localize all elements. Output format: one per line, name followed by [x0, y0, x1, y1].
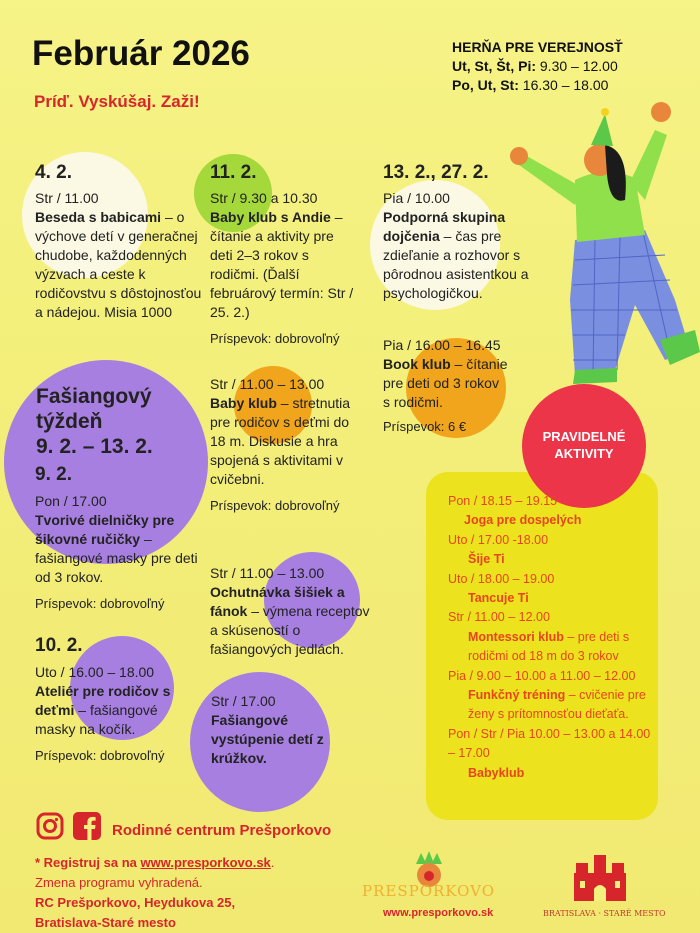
event-desc: – o výchove detí v generačnej chudobe, každodenných výzvach a ceste k rodičovstvu s dôstojnosťou a nádejou. Misia 1000 — [35, 209, 202, 320]
bratislava-castle-icon — [572, 853, 628, 903]
event-desc: – čítanie pre deti od 3 rokov s rodičmi. — [383, 356, 508, 410]
presporkovo-logo-word: PRESPORKOVO — [362, 882, 495, 900]
address-line-2: Bratislava-Staré mesto — [35, 915, 176, 930]
event-baby-klub — [210, 375, 360, 514]
event-title: Tvorivé dielničky pre šikovné ručičky — [35, 512, 175, 547]
herna-time-1: 9.30 – 12.00 — [536, 58, 618, 74]
event-ochutnavka — [210, 564, 375, 659]
slogan: Príď. Vyskúšaj. Zaži! — [34, 92, 200, 111]
event-time: Pia / 16.00 – 16.45 — [383, 337, 501, 353]
event-time: Str / 11.00 – 13.00 — [210, 565, 325, 581]
event-title: Book klub — [383, 356, 451, 372]
event-date: 13. 2., 27. 2. — [383, 162, 489, 183]
regular-time: Uto / 18.00 – 19.00 — [448, 571, 555, 586]
regular-desc: – pre deti s rodičmi od 18 m do 3 rokov — [468, 629, 630, 664]
regular-time: Str / 11.00 – 12.00 — [448, 610, 550, 625]
regular-title: Funkčný tréning — [468, 688, 566, 703]
event-title: Beseda s babicami — [35, 209, 162, 225]
event-time: Pon / 17.00 — [35, 493, 107, 509]
regular-time: Uto / 17.00 -18.00 — [448, 532, 549, 547]
regular-time: Pia / 9.00 – 10.00 a 11.00 – 12.00 — [448, 668, 636, 683]
event-desc: – fašiangové masky pre deti od 3 rokov. — [35, 531, 198, 585]
footer-info: * Registruj sa na www.presporkovo.sk. Zmena programu vyhradená. RC Prešporkovo, Heydukova 25, Bratislava-Staré mesto — [35, 853, 274, 933]
event-desc: – výmena receptov a skúseností o fašiangových jedlách. — [210, 603, 370, 657]
event-title: Ochutnávka šišiek a fánok — [210, 584, 345, 619]
presporkovo-logo-url[interactable]: www.presporkovo.sk — [383, 907, 494, 919]
social-name: Rodinné centrum Prešporkovo — [112, 822, 332, 839]
event-date: 11. 2. — [210, 162, 257, 183]
event-time: Str / 9.30 a 10.30 — [210, 190, 318, 206]
event-date: 4. 2. — [35, 162, 72, 183]
event-fee: Príspevok: dobrovoľný — [210, 498, 340, 513]
facebook-icon[interactable] — [72, 811, 102, 841]
event-baby-klub-andie — [210, 162, 360, 347]
event-desc: – stretnutia pre rodičov s deťmi do 18 m. Diskusie a hra spojená s aktivitami v cvičebni. — [210, 395, 351, 487]
regular-title: Tancuje Ti — [468, 591, 529, 606]
event-tvorive-dielnicky — [35, 464, 200, 612]
event-time: Uto / 16.00 – 18.00 — [35, 664, 155, 680]
bratislava-label: BRATISLAVA · STARÉ MESTO — [543, 909, 666, 918]
event-fee: Príspevok: 6 € — [383, 419, 467, 434]
regular-activities-badge: PRAVIDELNÉ AKTIVITY — [522, 384, 646, 508]
regular-title: Šije Ti — [468, 552, 505, 567]
event-beseda — [35, 162, 205, 322]
register-label: * Registruj sa na — [35, 855, 137, 870]
herna-days-1: Ut, St, Št, Pi: — [452, 58, 536, 74]
regular-title: Babyklub — [468, 765, 525, 780]
herna-heading: HERŇA PRE VEREJNOSŤ — [452, 39, 623, 55]
event-title: Baby klub s Andie — [210, 209, 331, 225]
event-time: Str / 17.00 — [211, 693, 276, 709]
event-date: 9. 2. — [35, 464, 72, 485]
regular-time: Pon / 18.15 – 19.15 — [448, 494, 558, 508]
event-dojcenie — [383, 162, 548, 303]
event-time: Str / 11.00 — [35, 190, 99, 206]
event-title: Fašiangové vystúpenie detí z krúžkov. — [211, 712, 324, 766]
event-desc: – čítanie a aktivity pre deti 2–3 rokov s rodičmi. (Ďalší februárový termín: Str / 25. 2.) — [210, 209, 354, 320]
herna-days-2: Po, Ut, St: — [452, 77, 519, 93]
regular-desc: – cvičenie pre ženy s prítomnosťou dieťaťa. — [468, 688, 646, 722]
event-fee: Príspevok: dobrovoľný — [35, 596, 165, 611]
fasiangy-heading: Fašiangový týždeň 9. 2. – 13. 2. — [36, 385, 153, 458]
regular-title: Montessori klub — [468, 629, 564, 644]
regular-time: Pon / Str / Pia 10.00 – 13.00 a 14.00 – 17.00 — [448, 726, 651, 761]
address-line-1: RC Prešporkovo, Heydukova 25, — [35, 895, 236, 910]
event-desc: – čas pre zdieľanie a rozhovor s pôrodnou asistentkou a psychologičkou. — [383, 228, 529, 301]
event-vystupenie — [211, 692, 331, 768]
herna-hours — [452, 38, 623, 95]
event-title: Baby klub — [210, 395, 277, 411]
event-desc: – fašiangové masky na kočík. — [35, 702, 158, 737]
event-date: 10. 2. — [35, 635, 83, 656]
event-time: Str / 11.00 – 13.00 — [210, 376, 325, 392]
herna-time-2: 16.30 – 18.00 — [518, 77, 609, 93]
event-book-klub — [383, 336, 508, 435]
event-title: Ateliér pre rodičov s deťmi — [35, 683, 171, 718]
regular-title: Joga pre dospelých — [464, 513, 582, 528]
register-link[interactable]: www.presporkovo.sk — [140, 855, 271, 870]
page-title: Február 2026 — [32, 34, 250, 73]
event-fee: Príspevok: dobrovoľný — [210, 331, 340, 346]
instagram-icon[interactable] — [36, 812, 64, 840]
regular-activities-list — [448, 492, 653, 783]
event-fee: Príspevok: dobrovoľný — [35, 748, 165, 763]
event-time: Pia / 10.00 — [383, 190, 450, 206]
event-title: Podporná skupina dojčenia — [383, 209, 506, 244]
event-atelier — [35, 635, 195, 764]
program-notice: Zmena programu vyhradená. — [35, 875, 203, 890]
